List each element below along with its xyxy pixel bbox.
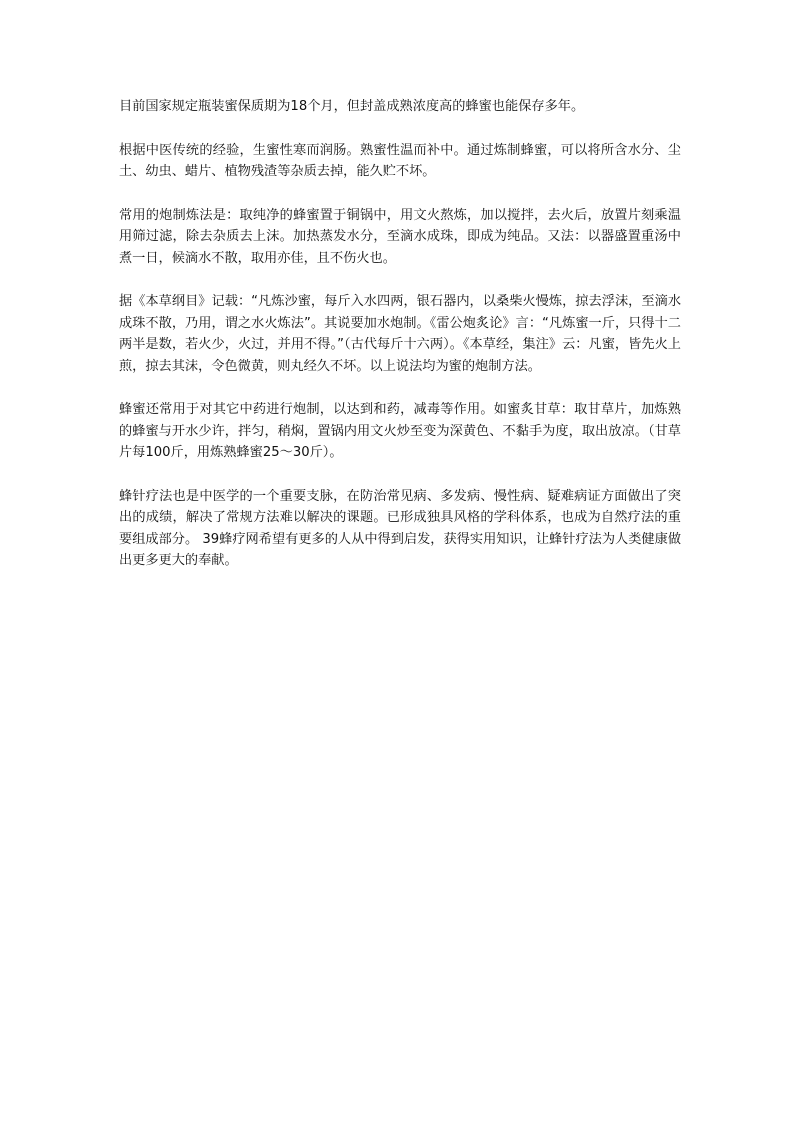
paragraph-honey-processing: 蜂蜜还常用于对其它中药进行炮制，以达到和药，减毒等作用。如蜜炙甘草：取甘草片，加炼熟的蜂蜜与开水少许，拌匀，稍焖，置锅内用文火炒至变为深黄色、不黏手为度，取出放凉。（甘草片每100斤，用炼熟蜂蜜25～30斤）。 — [119, 402, 681, 460]
paragraph-classical-records: 据《本草纲目》记载：“凡炼沙蜜，每斤入水四两，银石器内，以桑柴火慢炼，掠去浮沫，至滴水成珠不散，乃用，谓之水火炼法”。其说要加水炮制。《雷公炮炙论》言：“凡炼蜜一斤，只得十二两半是数，若火少，火过，并用不得。”（古代每斤十六两）。《本草经，集注》云：凡蜜，皆先火上煎，掠去其沫，令色微黄，则丸经久不坏。以上说法均为蜜的炮制方法。 — [119, 294, 681, 374]
paragraph-shelf-life: 目前国家规定瓶装蜜保质期为18个月，但封盖成熟浓度高的蜂蜜也能保存多年。 — [119, 99, 585, 114]
paragraph-bee-sting-therapy: 蜂针疗法也是中医学的一个重要支脉，在防治常见病、多发病、慢性病、疑难病证方面做出了突出的成绩，解决了常规方法难以解决的课题。已形成独具风格的学科体系，也成为自然疗法的重要组成部分。 39蜂疗网希望有更多的人从中得到启发，获得实用知识，让蜂针疗法为人类健康做出更多更大的奉献。 — [119, 488, 681, 568]
paragraph-tcm-experience: 根据中医传统的经验，生蜜性寒而润肠。熟蜜性温而补中。通过炼制蜂蜜，可以将所含水分、尘土、幼虫、蜡片、植物残渣等杂质去掉，能久贮不坏。 — [119, 142, 681, 179]
document-body — [119, 96, 681, 594]
paragraph-refining-method: 常用的炮制炼法是：取纯净的蜂蜜置于铜锅中，用文火熬炼，加以搅拌，去火后，放置片刻乘温用筛过滤，除去杂质去上沫。加热蒸发水分，至滴水成珠，即成为纯品。又法：以器盛置重汤中煮一日，候滴水不散，取用亦佳，且不伤火也。 — [119, 207, 681, 266]
